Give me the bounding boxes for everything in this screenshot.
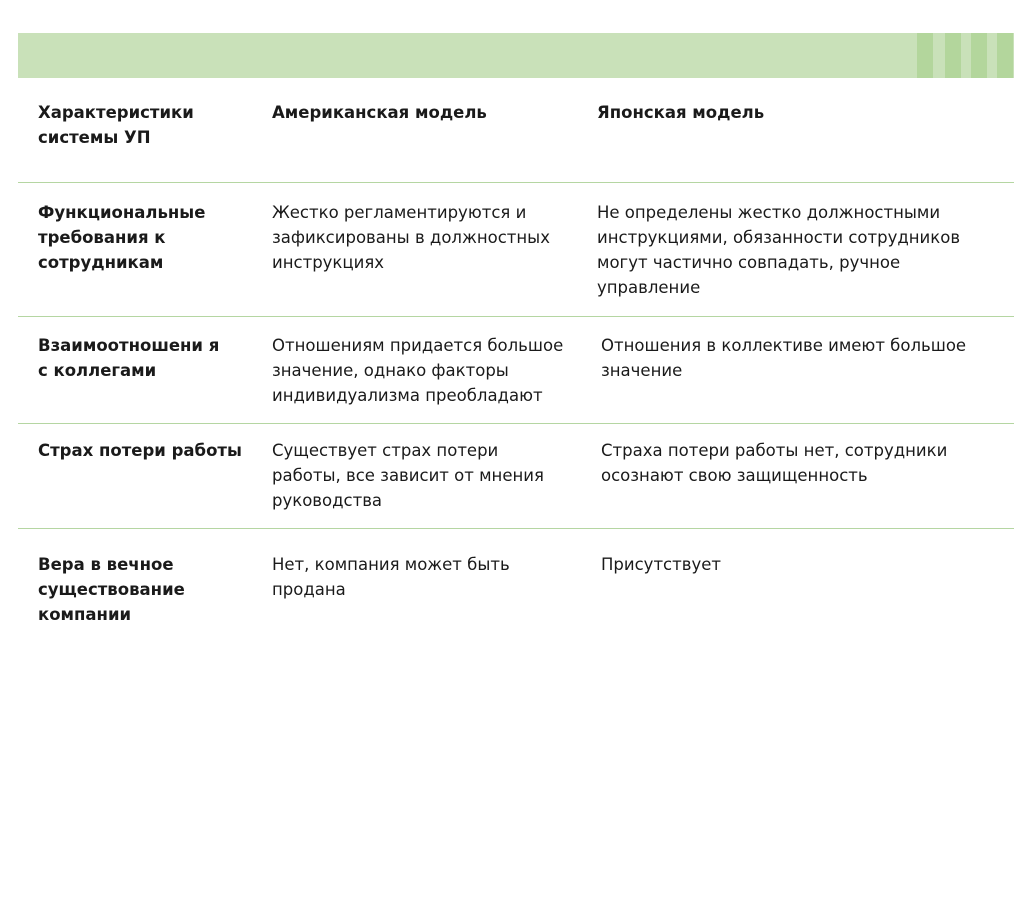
header-american: Американская модель [272, 103, 487, 122]
row-2-american: Отношениям придается большое значение, однако факторы индивидуализма преобладают [272, 336, 564, 405]
row-4-american: Нет, компания может быть продана [272, 555, 510, 599]
header-banner [18, 33, 1014, 78]
row-1-american: Жестко регламентируются и зафиксированы в должностных инструкциях [272, 203, 550, 272]
banner-stripe [997, 33, 1013, 78]
row-4-japanese: Присутствует [601, 555, 721, 574]
divider [18, 423, 1014, 424]
row-3-american: Существует страх потери работы, все зависит от мнения руководства [272, 441, 544, 510]
header-japanese: Японская модель [597, 103, 765, 122]
divider [18, 316, 1014, 317]
banner-stripe [917, 33, 933, 78]
divider [18, 182, 1014, 183]
row-1-japanese: Не определены жестко должностными инструкциями, обязанности сотрудников могут частично совпадать, ручное управление [597, 203, 961, 297]
row-2-japanese: Отношения в коллективе имеют большое значение [601, 336, 967, 380]
row-3-japanese: Страха потери работы нет, сотрудники осознают свою защищенность [601, 441, 948, 485]
row-2-characteristic: Взаимоотношени я с коллегами [38, 336, 220, 380]
banner-stripe [945, 33, 961, 78]
row-3-characteristic: Страх потери работы [38, 441, 242, 460]
row-1-characteristic: Функциональные требования к сотрудникам [38, 203, 206, 272]
row-4-characteristic: Вера в вечное существование компании [38, 555, 185, 624]
banner-stripe [971, 33, 987, 78]
divider [18, 528, 1014, 529]
header-characteristics: Характеристики системы УП [38, 103, 194, 147]
